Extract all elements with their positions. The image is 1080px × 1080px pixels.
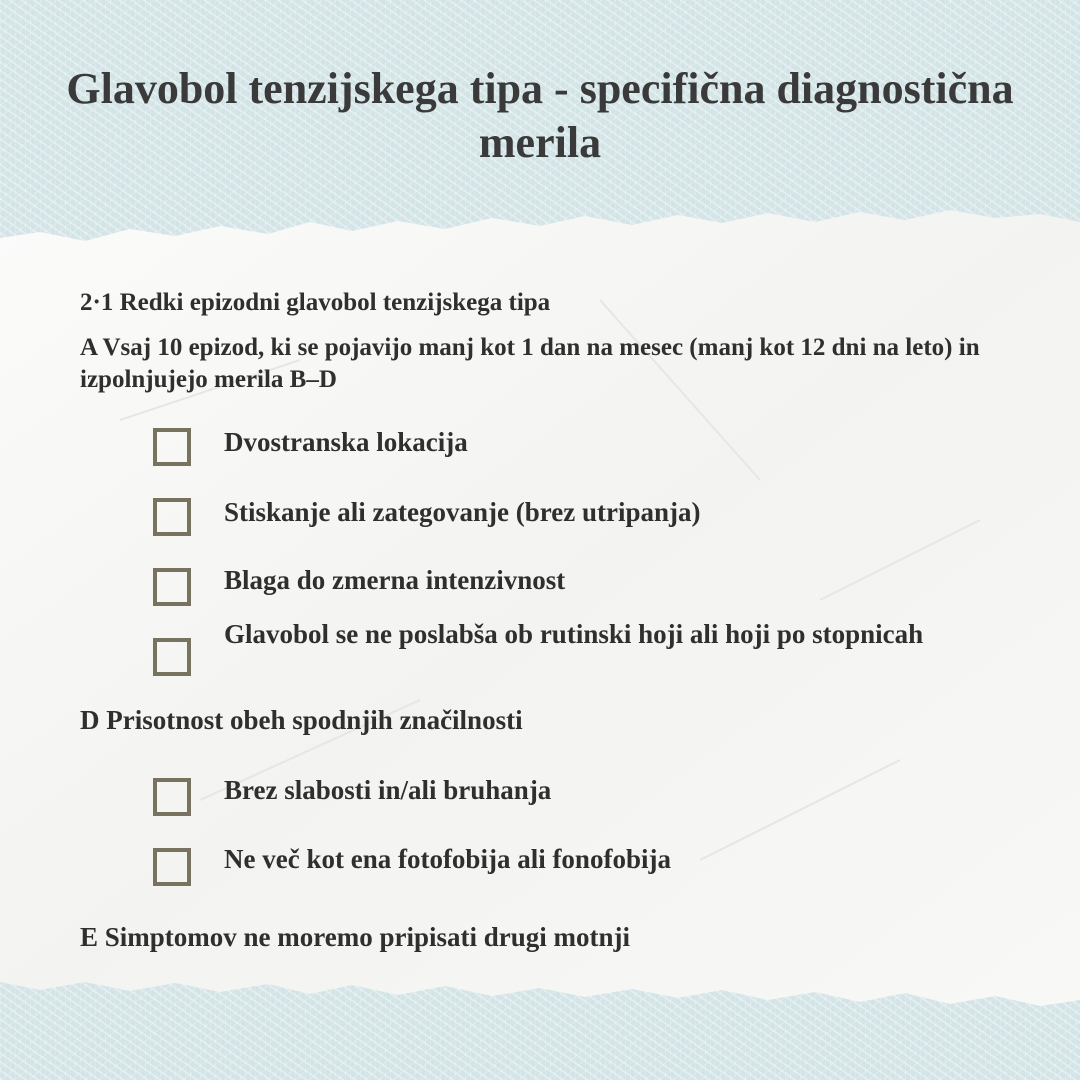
checklist-item-label: Stiskanje ali zategovanje (brez utripanja) (224, 497, 701, 527)
checklist-item-label: Glavobol se ne poslabša ob rutinski hoji ali hoji po stopnicah (224, 619, 924, 649)
criterion-a-text: A Vsaj 10 epizod, ki se pojavijo manj kot 1 dan na mesec (manj kot 12 dni na leto) in izpolnjujejo merila B–D (80, 334, 980, 393)
checkbox-no-nausea-vomiting[interactable] (153, 778, 191, 816)
checklist-item-label: Blaga do zmerna intenzivnost (224, 565, 566, 595)
checkbox-bilateral-location[interactable] (153, 428, 191, 466)
checkbox-mild-moderate-intensity[interactable] (153, 568, 191, 606)
checkbox-pressing-tightening[interactable] (153, 498, 191, 536)
checklist-item-label: Dvostranska lokacija (224, 427, 468, 457)
page-title: Glavobol tenzijskega tipa - specifična diagnostična merila (66, 64, 1014, 167)
criterion-e-text: E Simptomov ne moremo pripisati drugi motnji (80, 922, 631, 952)
checklist-item-label: Ne več kot ena fotofobija ali fonofobija (224, 844, 671, 874)
criterion-d-text: D Prisotnost obeh spodnjih značilnosti (80, 705, 523, 735)
checkbox-photophobia-phonophobia[interactable] (153, 848, 191, 886)
checklist-item-label: Brez slabosti in/ali bruhanja (224, 775, 552, 805)
subtitle: 2·1 Redki epizodni glavobol tenzijskega tipa (80, 289, 551, 316)
checkbox-not-aggravated-by-activity[interactable] (153, 638, 191, 676)
